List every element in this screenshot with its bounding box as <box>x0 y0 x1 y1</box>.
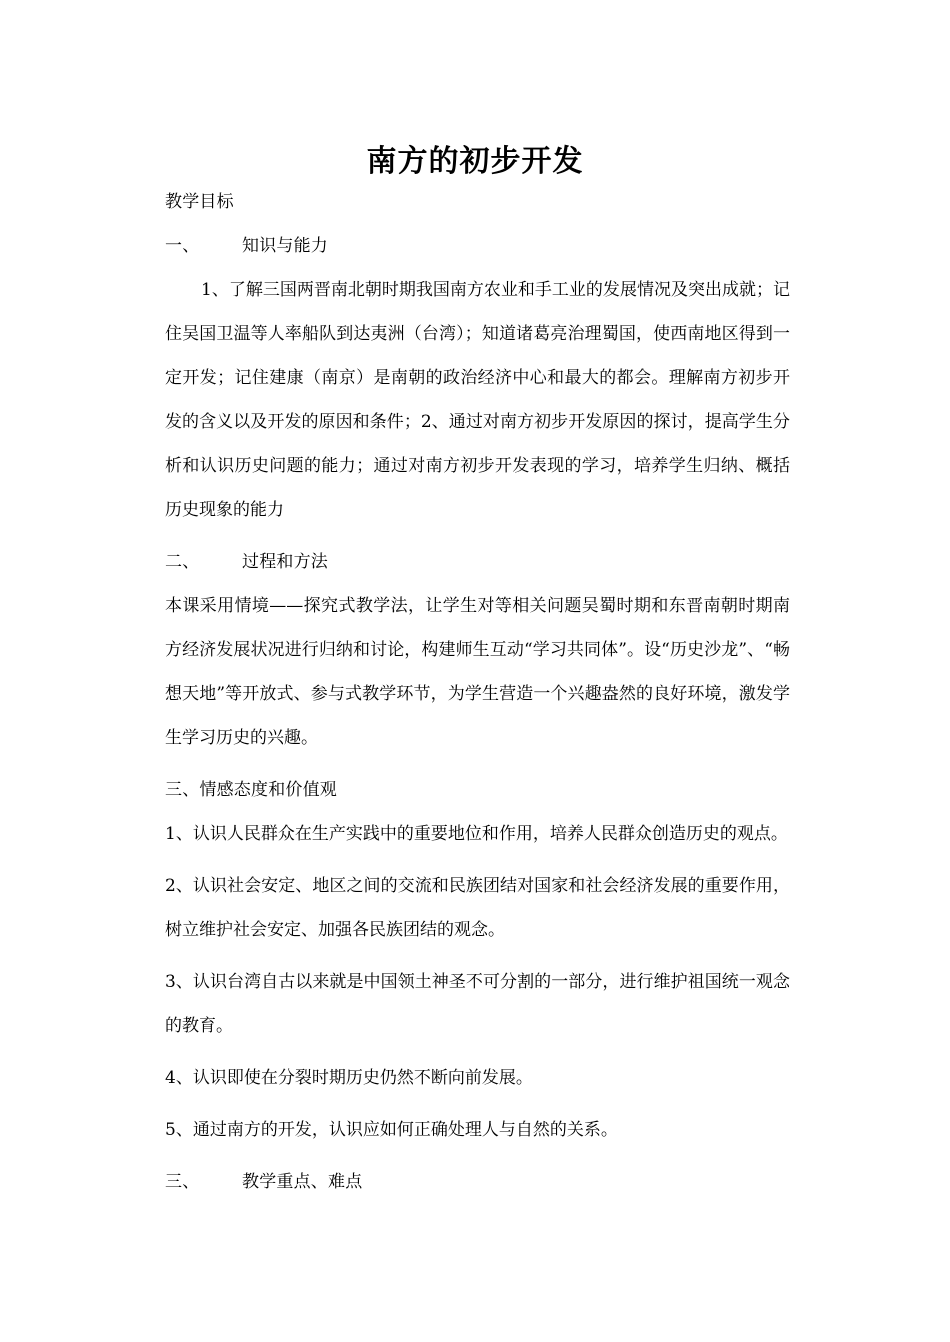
section-title: 情感态度和价值观 <box>199 780 338 800</box>
section-number: 三、 <box>165 1172 200 1192</box>
paragraph-knowledge: 1、了解三国两晋南北朝时期我国南方农业和手工业的发展情况及突出成就；记住吴国卫温等人率船队到达夷洲（台湾）；知道诸葛亮治理蜀国，使西南地区得到一定开发；记住建康（南京）是南朝的政治经济中心和最大的都会。理解南方初步开发的含义以及开发的原因和条件；2、通过对南方初步开发原因的探讨，提高学生分析和认识历史问题的能力；通过对南方初步开发表现的学习，培养学生归纳、概括历史现象的能力 <box>165 280 790 520</box>
section-number: 一、 <box>165 236 200 256</box>
value-item-5: 5、通过南方的开发，认识应如何正确处理人与自然的关系。 <box>165 1120 618 1140</box>
section-number: 二、 <box>165 552 200 572</box>
document-title: 南方的初步开发 <box>366 144 584 179</box>
value-item-4: 4、认识即使在分裂时期历史仍然不断向前发展。 <box>165 1068 533 1088</box>
section-heading-key-points <box>165 1168 790 1196</box>
section-title: 教学重点、难点 <box>242 1172 363 1192</box>
value-item-3: 3、认识台湾自古以来就是中国领土神圣不可分割的一部分，进行维护祖国统一观念的教育。 <box>165 972 790 1036</box>
paragraph-process: 本课采用情境——探究式教学法，让学生对等相关问题吴蜀时期和东晋南朝时期南方经济发展状况进行归纳和讨论，构建师生互动“学习共同体”。设“历史沙龙”、“畅想天地”等开放式、参与式教学环节，为学生营造一个兴趣盎然的良好环境，激发学生学习历史的兴趣。 <box>165 596 790 748</box>
section-number: 三、 <box>165 780 200 800</box>
section-label: 教学目标 <box>165 192 234 212</box>
section-title: 过程和方法 <box>242 552 328 572</box>
value-item-1: 1、认识人民群众在生产实践中的重要地位和作用，培养人民群众创造历史的观点。 <box>165 824 788 844</box>
section-heading-process <box>165 548 790 576</box>
value-item-2: 2、认识社会安定、地区之间的交流和民族团结对国家和社会经济发展的重要作用，树立维护社会安定、加强各民族团结的观念。 <box>165 876 790 940</box>
section-heading-values-full <box>165 776 790 804</box>
section-title: 知识与能力 <box>242 236 328 256</box>
document-body <box>165 188 790 1212</box>
section-heading-knowledge <box>165 232 790 260</box>
